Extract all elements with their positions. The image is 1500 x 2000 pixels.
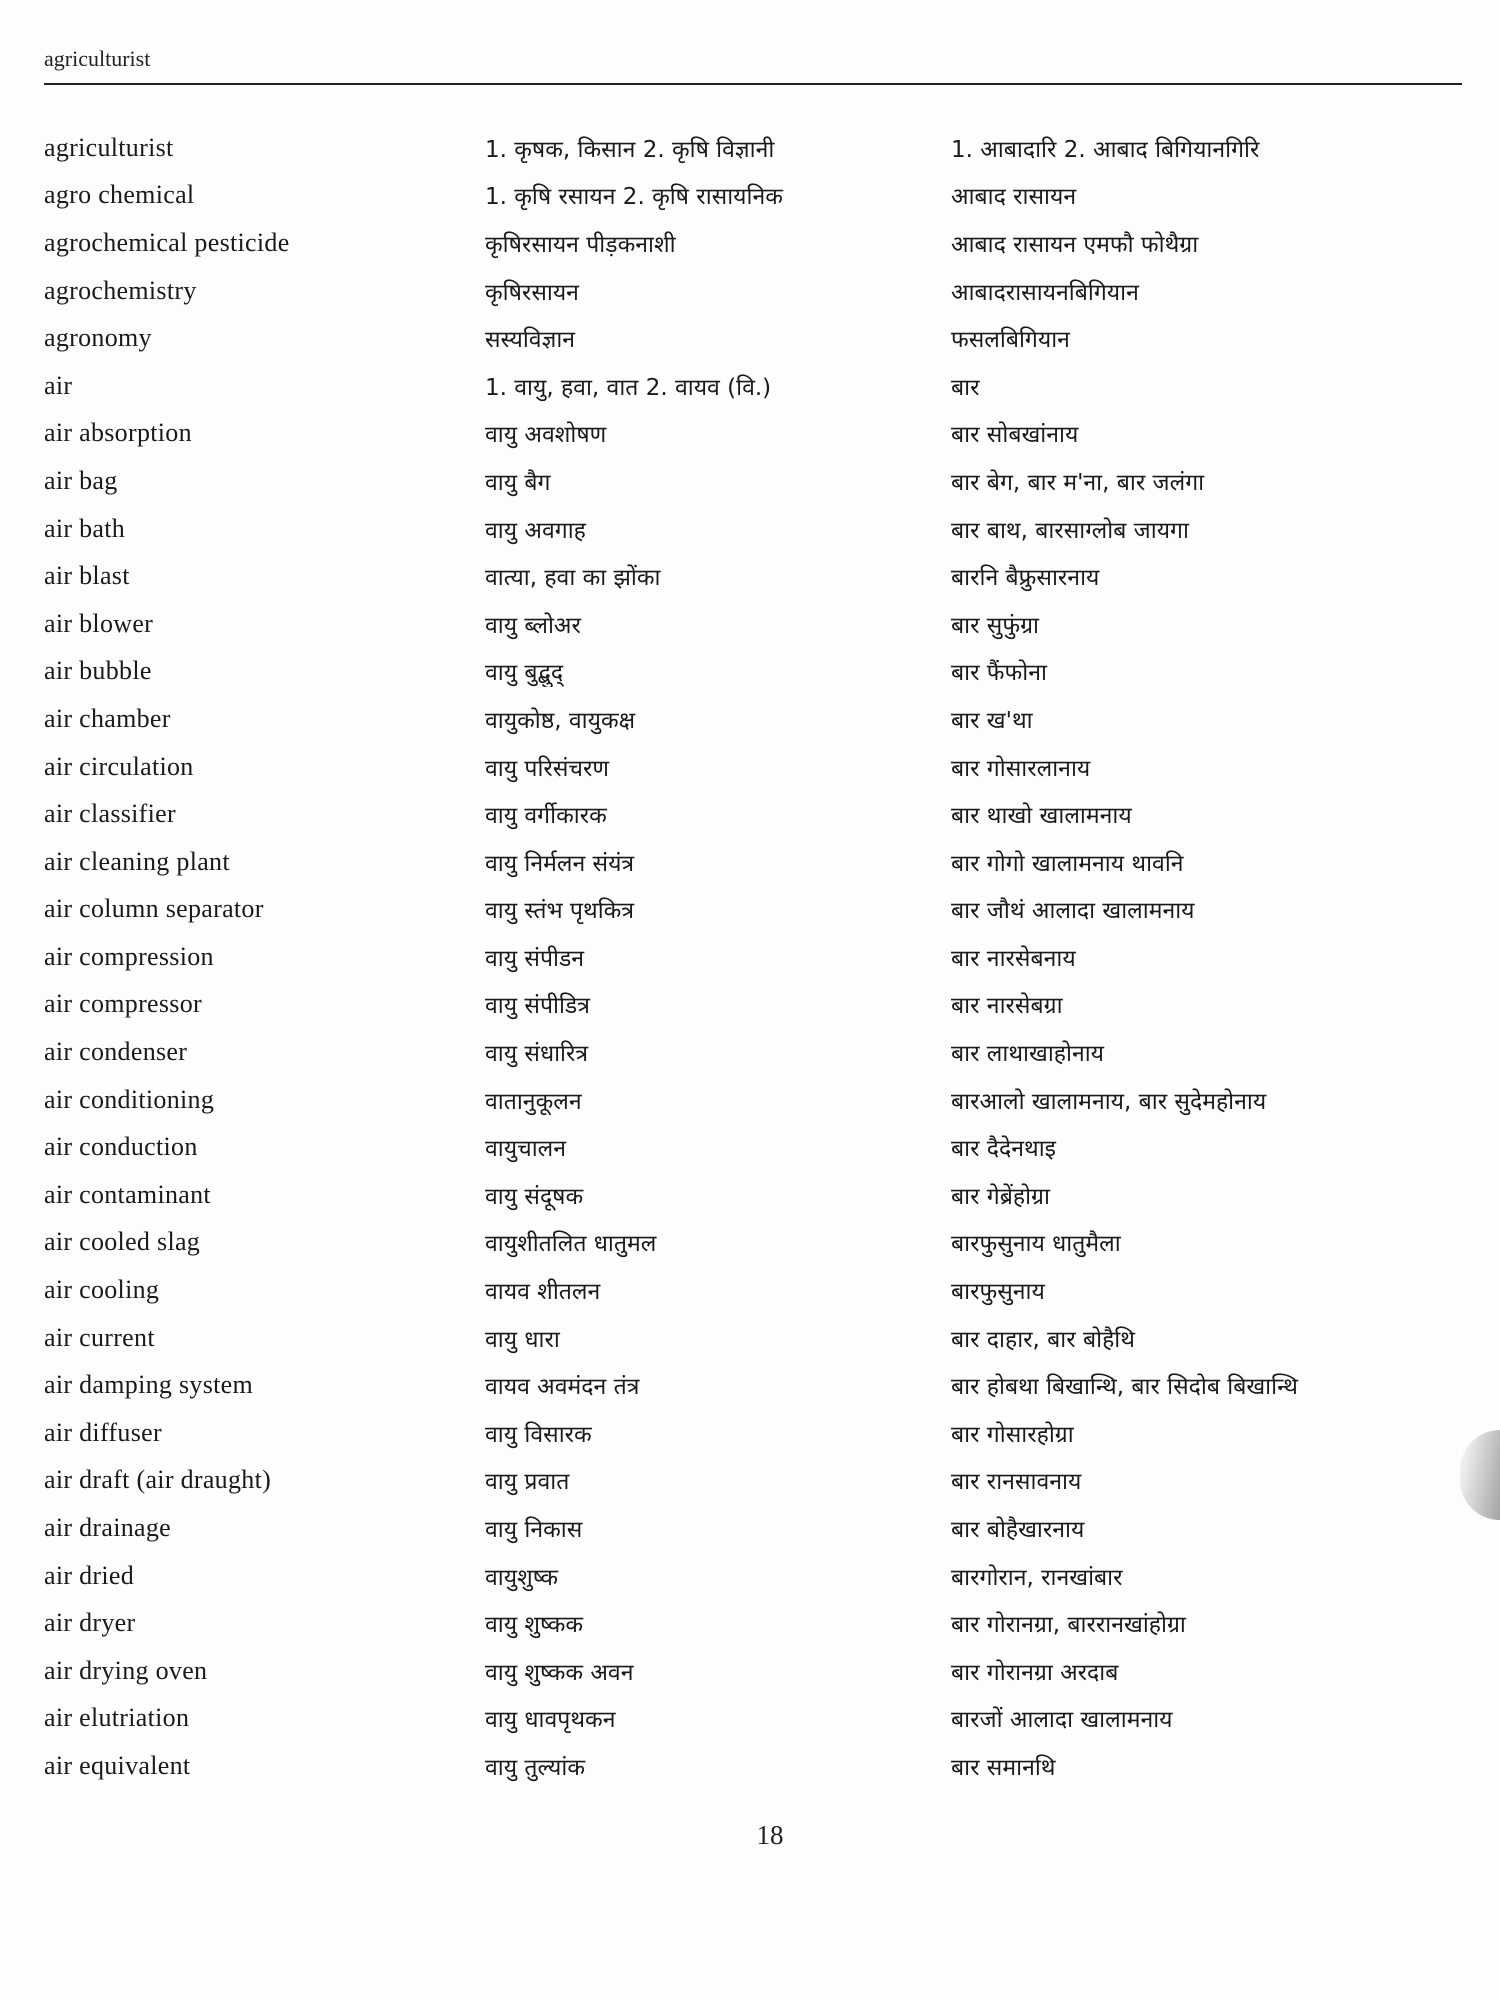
entry-hindi: वायु तुल्यांक <box>485 1754 585 1781</box>
entry-bodo: बारनि बैफ्रुसारनाय <box>951 565 1100 592</box>
entry-term: air condenser <box>44 1037 188 1067</box>
entry-hindi: वायु प्रवात <box>485 1469 570 1496</box>
entry-hindi: वायु धावपृथकन <box>485 1707 616 1734</box>
entry-hindi: वायु शुष्कक अवन <box>485 1659 634 1686</box>
entry-bodo: बार <box>951 374 980 401</box>
entry-row <box>44 172 1464 220</box>
entry-row <box>44 124 1464 172</box>
entry-term: air equivalent <box>44 1750 191 1780</box>
entry-hindi: वायुचालन <box>485 1136 567 1163</box>
entry-bodo: बार बाथ, बारसाग्लोब जायगा <box>951 517 1189 544</box>
entry-row <box>44 886 1464 934</box>
entry-row <box>44 1123 1464 1171</box>
entry-bodo: बारफुसुनाय धातुमैला <box>951 1231 1121 1258</box>
entry-bodo: आबाद रासायन एमफौ फोथैग्रा <box>951 231 1199 258</box>
entry-bodo: बार रानसावनाय <box>951 1469 1082 1496</box>
entry-row <box>44 457 1464 505</box>
entry-bodo: बार समानथि <box>951 1754 1056 1781</box>
entry-row <box>44 648 1464 696</box>
entry-row <box>44 1076 1464 1124</box>
entry-hindi: वायुशुष्क <box>485 1564 559 1591</box>
entry-term: air bubble <box>44 656 152 686</box>
entry-bodo: बारफुसुनाय <box>951 1279 1045 1306</box>
entry-bodo: बार नारसेबग्रा <box>951 993 1063 1020</box>
entry-term: air dried <box>44 1560 135 1590</box>
entry-hindi: वायु संपीडित्र <box>485 993 590 1020</box>
entry-hindi: वातानुकूलन <box>485 1088 582 1115</box>
entry-row <box>44 1266 1464 1314</box>
entry-hindi: वात्या, हवा का झोंका <box>485 565 661 592</box>
entry-bodo: बारआलो खालामनाय, बार सुदेमहोनाय <box>951 1088 1267 1115</box>
entry-term: air elutriation <box>44 1703 190 1733</box>
entry-hindi: वायु विसारक <box>485 1421 592 1448</box>
entry-row <box>44 1314 1464 1362</box>
entry-list <box>44 124 1464 1790</box>
page-number: 18 <box>756 1820 784 1850</box>
entry-row <box>44 695 1464 743</box>
entry-hindi: वायु निर्मलन संयंत्र <box>485 850 635 877</box>
entry-row <box>44 362 1464 410</box>
entry-row <box>44 600 1464 648</box>
entry-hindi: 1. वायु, हवा, वात 2. वायव (वि.) <box>485 374 772 401</box>
entry-bodo: बार गोगो खालामनाय थावनि <box>951 850 1184 877</box>
entry-term: air cooling <box>44 1275 160 1305</box>
entry-row <box>44 933 1464 981</box>
entry-term: air draft (air draught) <box>44 1465 272 1495</box>
entry-hindi: वायु निकास <box>485 1517 583 1544</box>
entry-hindi: वायु धारा <box>485 1326 560 1353</box>
entry-term: air bag <box>44 465 118 495</box>
entry-bodo: आबाद रासायन <box>951 184 1077 211</box>
entry-row <box>44 1599 1464 1647</box>
entry-term: air chamber <box>44 703 171 733</box>
entry-bodo: 1. आबादारि 2. आबाद बिगियानगिरि <box>951 136 1260 163</box>
entry-term: agriculturist <box>44 132 174 162</box>
entry-term: air cleaning plant <box>44 846 230 876</box>
entry-hindi: वायव शीतलन <box>485 1279 601 1306</box>
entry-term: air current <box>44 1322 155 1352</box>
entry-term: agrochemistry <box>44 275 197 305</box>
entry-hindi: 1. कृषक, किसान 2. कृषि विज्ञानी <box>485 136 775 163</box>
entry-hindi: 1. कृषि रसायन 2. कृषि रासायनिक <box>485 184 783 211</box>
entry-term: air blower <box>44 608 154 638</box>
entry-hindi: वायुकोष्ठ, वायुकक्ष <box>485 707 636 734</box>
entry-row <box>44 1409 1464 1457</box>
entry-row <box>44 838 1464 886</box>
entry-hindi: वायु संपीडन <box>485 945 585 972</box>
entry-row <box>44 1219 1464 1267</box>
entry-term: air compression <box>44 941 214 971</box>
header-rule <box>44 83 1462 85</box>
entry-term: air diffuser <box>44 1417 162 1447</box>
entry-bodo: बार गोरानग्रा अरदाब <box>951 1659 1119 1686</box>
entry-term: air blast <box>44 561 130 591</box>
entry-bodo: बार गेब्रेंहोग्रा <box>951 1183 1050 1210</box>
entry-row <box>44 981 1464 1029</box>
entry-row <box>44 267 1464 315</box>
entry-term: agronomy <box>44 323 152 353</box>
entry-bodo: बार बेग, बार म'ना, बार जलंगा <box>951 469 1205 496</box>
entry-bodo: बार गोरानग्रा, बाररानखांहोग्रा <box>951 1612 1186 1639</box>
entry-bodo: बार जौथं आलादा खालामनाय <box>951 898 1195 925</box>
entry-hindi: सस्यविज्ञान <box>485 327 576 354</box>
entry-term: air contaminant <box>44 1179 211 1209</box>
entry-term: air bath <box>44 513 126 543</box>
entry-term: air <box>44 370 73 400</box>
entry-hindi: वायु परिसंचरण <box>485 755 610 782</box>
entry-bodo: बार सुफुंग्रा <box>951 612 1040 639</box>
entry-term: air absorption <box>44 418 192 448</box>
entry-row <box>44 1742 1464 1790</box>
entry-bodo: बारजों आलादा खालामनाय <box>951 1707 1173 1734</box>
entry-term: air drying oven <box>44 1655 208 1685</box>
entry-term: air column separator <box>44 894 264 924</box>
entry-term: agrochemical pesticide <box>44 227 290 257</box>
entry-hindi: वायु बैग <box>485 469 551 496</box>
entry-row <box>44 552 1464 600</box>
entry-hindi: वायु संदूषक <box>485 1183 584 1210</box>
entry-hindi: वायु अवगाह <box>485 517 586 544</box>
entry-hindi: वायु संधारित्र <box>485 1041 589 1068</box>
entry-term: air conduction <box>44 1132 198 1162</box>
entry-bodo: बार फैंफोना <box>951 660 1047 687</box>
entry-row <box>44 219 1464 267</box>
entry-hindi: कृषिरसायन पीड़कनाशी <box>485 231 676 258</box>
entry-term: air circulation <box>44 751 194 781</box>
entry-row <box>44 505 1464 553</box>
entry-term: air conditioning <box>44 1084 215 1114</box>
entry-term: agro chemical <box>44 180 195 210</box>
entry-term: air classifier <box>44 799 176 829</box>
entry-bodo: बार होबथा बिखान्थि, बार सिदोब बिखान्थि <box>951 1374 1298 1401</box>
entry-row <box>44 1171 1464 1219</box>
entry-hindi: वायु वर्गीकारक <box>485 803 607 830</box>
entry-row <box>44 1504 1464 1552</box>
entry-hindi: वायु बुद्बुद् <box>485 660 564 687</box>
entry-bodo: बार नारसेबनाय <box>951 945 1076 972</box>
entry-row <box>44 790 1464 838</box>
entry-hindi: वायु अवशोषण <box>485 422 607 449</box>
entry-row <box>44 1552 1464 1600</box>
entry-term: air drainage <box>44 1513 172 1543</box>
entry-row <box>44 743 1464 791</box>
entry-hindi: वायु ब्लोअर <box>485 612 581 639</box>
entry-bodo: आबादरासायनबिगियान <box>951 279 1139 306</box>
entry-row <box>44 410 1464 458</box>
entry-bodo: बारगोरान, रानखांबार <box>951 1564 1123 1591</box>
entry-term: air cooled slag <box>44 1227 201 1257</box>
entry-hindi: वायु स्तंभ पृथकित्र <box>485 898 635 925</box>
entry-bodo: बार सोबखांनाय <box>951 422 1079 449</box>
running-head: agriculturist <box>44 46 151 71</box>
entry-term: air damping system <box>44 1370 254 1400</box>
entry-bodo: बार बोहैखारनाय <box>951 1517 1085 1544</box>
entry-bodo: बार गोसारहोग्रा <box>951 1421 1074 1448</box>
entry-hindi: वायुशीतलित धातुमल <box>485 1231 657 1258</box>
entry-row <box>44 1028 1464 1076</box>
entry-row <box>44 1695 1464 1743</box>
entry-term: air dryer <box>44 1608 136 1638</box>
entry-bodo: बार गोसारलानाय <box>951 755 1091 782</box>
entry-row <box>44 314 1464 362</box>
entry-bodo: बार दाहार, बार बोहैथि <box>951 1326 1135 1353</box>
entry-row <box>44 1457 1464 1505</box>
entry-hindi: वायु शुष्कक <box>485 1612 584 1639</box>
entry-term: air compressor <box>44 989 202 1019</box>
entry-row <box>44 1361 1464 1409</box>
entry-bodo: बार ख'था <box>951 707 1033 734</box>
entry-hindi: वायव अवमंदन तंत्र <box>485 1374 640 1401</box>
page-edge-shadow <box>1460 1430 1500 1520</box>
entry-bodo: बार लाथाखाहोनाय <box>951 1041 1105 1068</box>
entry-row <box>44 1647 1464 1695</box>
entry-hindi: कृषिरसायन <box>485 279 579 306</box>
entry-bodo: बार थाखो खालामनाय <box>951 803 1132 830</box>
entry-bodo: फसलबिगियान <box>951 327 1070 354</box>
entry-bodo: बार दैदेनथाइ <box>951 1136 1056 1163</box>
